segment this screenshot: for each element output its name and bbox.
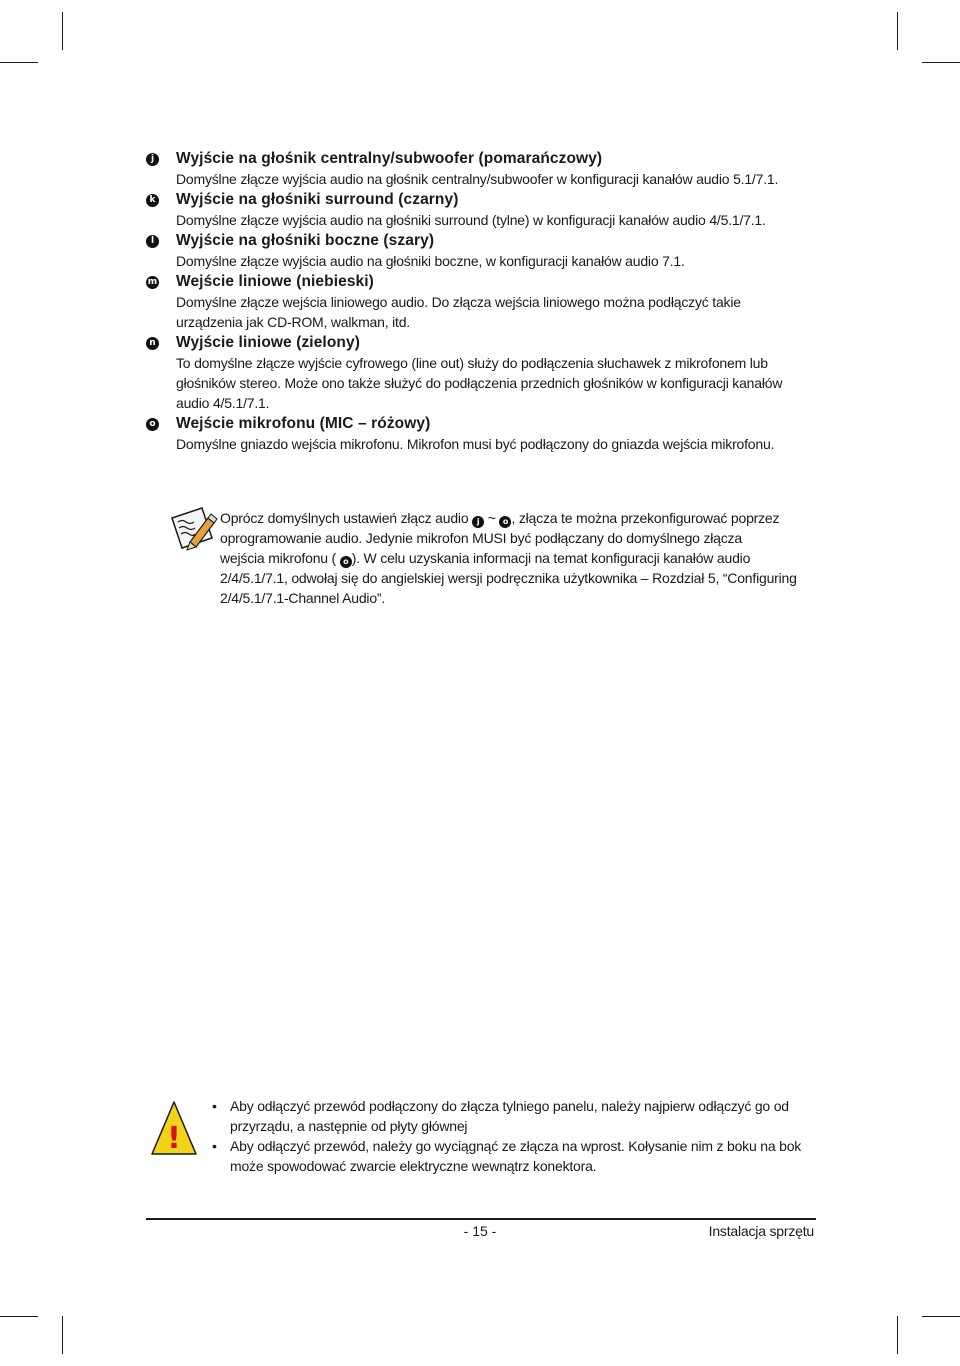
item-desc: Domyślne złącze wyjścia audio na głośniki surround (tylne) w konfiguracji kanałów audio 4/5.1/7.1.	[176, 212, 766, 228]
connector-item	[146, 332, 826, 413]
crop-mark	[897, 12, 898, 50]
marker-badge: m	[147, 277, 158, 287]
marker-badge: o	[340, 556, 352, 568]
crop-mark	[922, 62, 960, 63]
warning-line: może spowodować zwarcie elektryczne wewnątrz konektora.	[230, 1158, 597, 1174]
item-desc: Domyślne złącze wyjścia audio na głośnik centralny/subwoofer w konfiguracji kanałów audio 5.1/7.1.	[176, 171, 779, 187]
footer-rule	[146, 1218, 816, 1220]
item-desc: Domyślne złącze wejścia liniowego audio. Do złącza wejścia liniowego można podłączyć takie	[176, 294, 741, 310]
item-desc: Domyślne gniazdo wejścia mikrofonu. Mikrofon musi być podłączony do gniazda wejścia mikrofonu.	[176, 436, 775, 452]
crop-mark	[62, 1316, 63, 1354]
marker-badge: j	[146, 153, 159, 166]
crop-mark	[0, 1316, 38, 1317]
connector-item	[146, 189, 826, 230]
warning-list	[210, 1096, 830, 1176]
note-line: 2/4/5.1/7.1, odwołaj się do angielskiej wersji podręcznika użytkownika – Rozdział 5, “Configuring	[220, 570, 797, 586]
item-desc: urządzenia jak CD-ROM, walkman, itd.	[176, 314, 410, 330]
connector-item	[146, 148, 826, 189]
note-line: 2/4/5.1/7.1-Channel Audio”.	[220, 590, 386, 606]
marker-badge: l	[146, 235, 159, 248]
connector-item	[146, 230, 826, 271]
warning-mark: !	[167, 1121, 181, 1156]
warning-line: Aby odłączyć przewód podłączony do złącza tylniego panelu, należy najpierw odłączyć go od	[230, 1098, 789, 1114]
warning-item	[210, 1136, 830, 1176]
connector-list	[146, 148, 826, 454]
bullet: •	[212, 1138, 217, 1154]
note-line: wejścia mikrofonu ( o ). W celu uzyskania informacji na temat konfiguracji kanałów audio	[220, 550, 751, 566]
item-desc: Domyślne złącze wyjścia audio na głośniki boczne, w konfiguracji kanałów audio 7.1.	[176, 253, 685, 269]
item-title: Wyjście na głośnik centralny/subwoofer (pomarańczowy)	[176, 150, 603, 167]
page-number: - 15 -	[463, 1223, 497, 1239]
marker-badge: k	[146, 194, 159, 207]
section-title: Instalacja sprzętu	[708, 1223, 814, 1239]
item-title: Wyjście na głośniki boczne (szary)	[176, 232, 435, 249]
warning-item	[210, 1096, 830, 1136]
marker-badge: o	[146, 418, 159, 431]
item-title: Wyjście liniowe (zielony)	[176, 334, 360, 351]
crop-mark	[897, 1316, 898, 1354]
connector-item	[146, 413, 826, 454]
item-desc: To domyślne złącze wyjście cyfrowego (line out) służy do podłączenia słuchawek z mikrofonem lub	[176, 355, 768, 371]
item-desc: głośników stereo. Może ono także służyć do podłączenia przednich głośników w konfiguracji kanałów	[176, 375, 783, 391]
warning-line: Aby odłączyć przewód, należy go wyciągnąć ze złącza na wprost. Kołysanie nim z boku na bok	[230, 1138, 802, 1154]
item-title: Wejście liniowe (niebieski)	[176, 273, 374, 290]
item-title: Wejście mikrofonu (MIC – różowy)	[176, 415, 431, 432]
warning-line: przyrządu, a następnie od płyty głównej	[230, 1118, 468, 1134]
marker-badge: j	[472, 516, 484, 528]
bullet: •	[212, 1098, 217, 1114]
crop-mark	[62, 12, 63, 50]
connector-item	[146, 271, 826, 332]
warning-icon	[150, 1100, 198, 1160]
crop-mark	[0, 62, 38, 63]
note-line: oprogramowanie audio. Jedynie mikrofon MUSI być podłączany do domyślnego złącza	[220, 530, 742, 546]
note-pencil-icon	[168, 504, 218, 554]
item-desc: audio 4/5.1/7.1.	[176, 395, 270, 411]
crop-mark	[922, 1316, 960, 1317]
marker-badge: o	[499, 516, 511, 528]
note-line: Oprócz domyślnych ustawień złącz audio j ~ o , złącza te można przekonfigurować poprzez	[220, 510, 780, 526]
note-text	[220, 508, 828, 608]
item-title: Wyjście na głośniki surround (czarny)	[176, 191, 459, 208]
marker-badge: n	[146, 337, 159, 350]
